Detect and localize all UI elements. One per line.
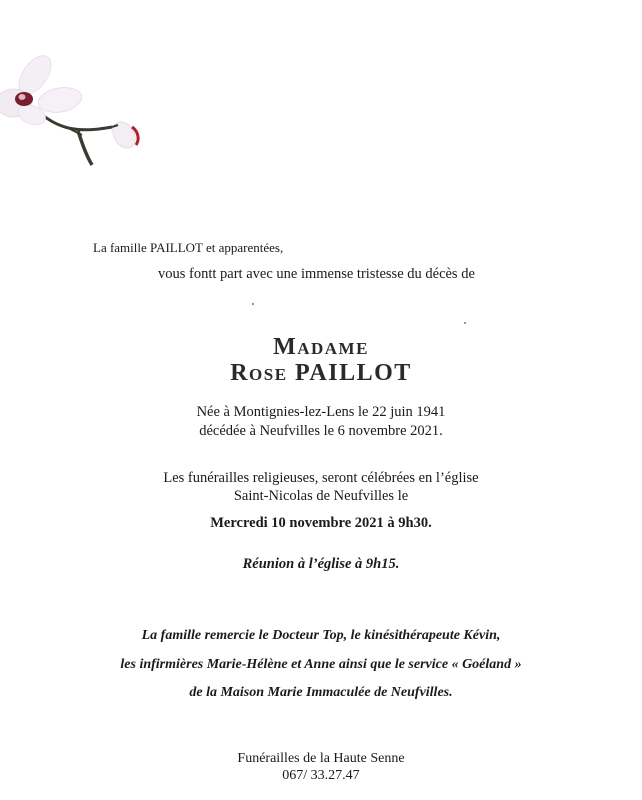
intro-announcement-line: vous fontt part avec une immense tristesse du décès de bbox=[158, 266, 475, 282]
funeral-line-2: Saint-Nicolas de Neufvilles le bbox=[233, 488, 409, 504]
death-line: décédée à Neufvilles le 6 novembre 2021. bbox=[199, 423, 443, 439]
funeral-home-phone: 067/ 33.27.47 bbox=[282, 768, 360, 783]
orchid-petal bbox=[36, 84, 83, 115]
birth-line: Née à Montignies-lez-Lens le 22 juin 1941 bbox=[196, 404, 446, 420]
stray-dot bbox=[464, 322, 466, 324]
thanks-line-1: La famille remercie le Docteur Top, le kinésithérapeute Kévin, bbox=[141, 628, 501, 643]
orchid-stem bbox=[40, 113, 112, 130]
thanks-line-3: de la Maison Marie Immaculée de Neufvilles. bbox=[189, 685, 453, 700]
funeral-line-1: Les funérailles religieuses, seront célébrées en l’église bbox=[163, 470, 479, 486]
funeral-home-name: Funérailles de la Haute Senne bbox=[237, 751, 405, 766]
stray-dot bbox=[252, 303, 254, 305]
deceased-title: Madame bbox=[273, 334, 369, 360]
orchid-bud bbox=[108, 118, 139, 152]
funeral-datetime: Mercredi 10 novembre 2021 à 9h30. bbox=[210, 515, 432, 531]
orchid-flower-decoration bbox=[0, 55, 160, 180]
orchid-stem-branch bbox=[78, 131, 92, 165]
church-meeting: Réunion à l’église à 9h15. bbox=[242, 556, 400, 572]
intro-family-line: La famille PAILLOT et apparentées, bbox=[93, 240, 284, 255]
thanks-line-2: les infirmières Marie-Hélène et Anne ainsi que le service « Goéland » bbox=[120, 657, 522, 672]
deceased-name: Rose PAILLOT bbox=[230, 360, 412, 386]
